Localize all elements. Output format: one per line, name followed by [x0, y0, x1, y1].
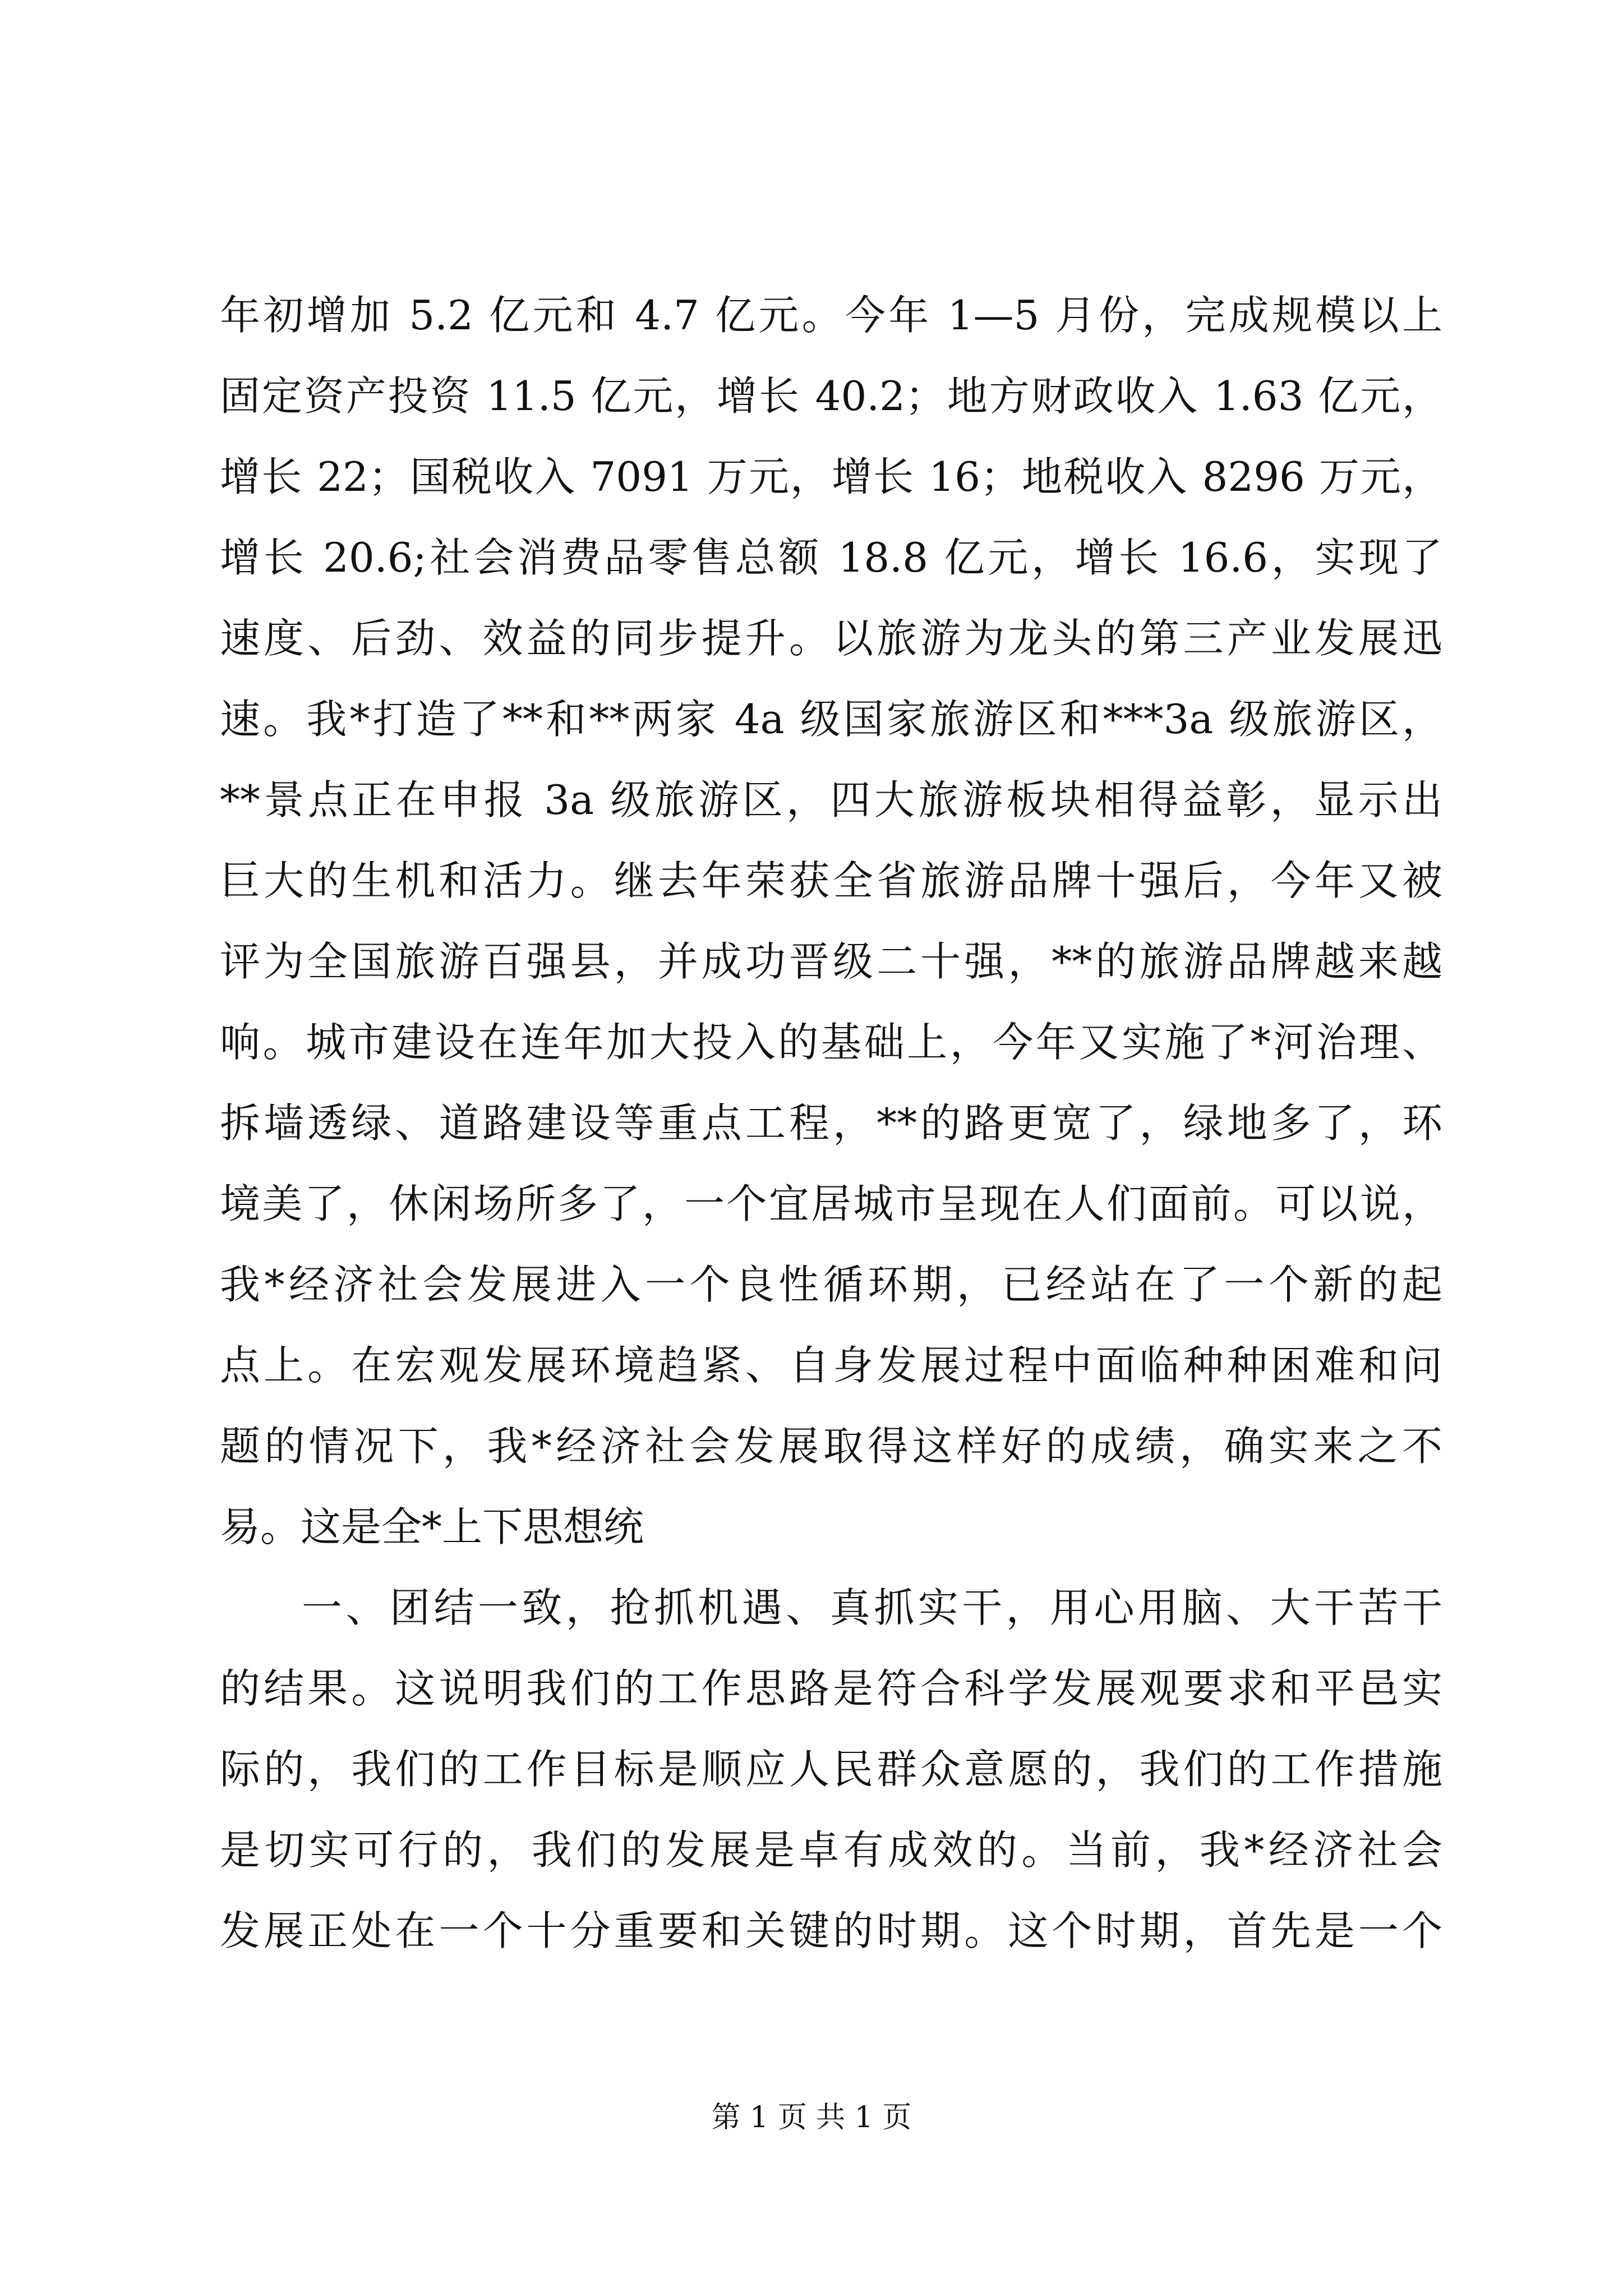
text-line: 我*经济社会发展进入一个良性循环期，已经站在了一个新的起: [220, 1261, 1442, 1308]
text-line: 是切实可行的，我们的发展是卓有成效的。当前，我*经济社会: [220, 1826, 1442, 1874]
text-line: 点上。在宏观发展环境趋紧、自身发展过程中面临种种困难和问: [220, 1342, 1442, 1389]
text-line: 固定资产投资 11.5 亿元，增长 40.2；地方财政收入 1.63 亿元，: [220, 372, 1442, 420]
text-line: 年初增加 5.2 亿元和 4.7 亿元。今年 1—5 月份，完成规模以上: [220, 292, 1442, 339]
page-footer: 第 1 页 共 1 页: [711, 2101, 912, 2134]
text-line: 易。这是全*上下思想统: [220, 1503, 644, 1550]
text-line: 增长 20.6;社会消费品零售总额 18.8 亿元，增长 16.6，实现了: [220, 534, 1442, 581]
document-body: [220, 275, 1442, 1971]
text-line: 题的情况下，我*经济社会发展取得这样好的成绩，确实来之不: [220, 1423, 1442, 1470]
text-line: 速。我*打造了**和**两家 4a 级国家旅游区和***3a 级旅游区，: [220, 696, 1442, 743]
text-line: 拆墙透绿、道路建设等重点工程，**的路更宽了，绿地多了，环: [220, 1099, 1442, 1147]
text-line: 响。城市建设在连年加大投入的基础上，今年又实施了*河治理、: [220, 1019, 1442, 1066]
text-line: 速度、后劲、效益的同步提升。以旅游为龙头的第三产业发展迅: [220, 615, 1442, 662]
text-line: 发展正处在一个十分重要和关键的时期。这个时期，首先是一个: [220, 1907, 1442, 1954]
text-line: 境美了，休闲场所多了，一个宜居城市呈现在人们面前。可以说，: [220, 1180, 1442, 1227]
text-line: 的结果。这说明我们的工作思路是符合科学发展观要求和平邑实: [220, 1665, 1442, 1712]
paragraph-first-line: 一、团结一致，抢抓机遇、真抓实干，用心用脑、大干苦干: [302, 1584, 1442, 1631]
text-line: 增长 22；国税收入 7091 万元，增长 16；地税收入 8296 万元，: [220, 453, 1442, 500]
text-line: **景点正在申报 3a 级旅游区，四大旅游板块相得益彰，显示出: [220, 776, 1442, 823]
text-line: 评为全国旅游百强县，并成功晋级二十强，**的旅游品牌越来越: [220, 938, 1442, 985]
text-line: 际的，我们的工作目标是顺应人民群众意愿的，我们的工作措施: [220, 1746, 1442, 1793]
text-line: 巨大的生机和活力。继去年荣获全省旅游品牌十强后，今年又被: [220, 857, 1442, 904]
